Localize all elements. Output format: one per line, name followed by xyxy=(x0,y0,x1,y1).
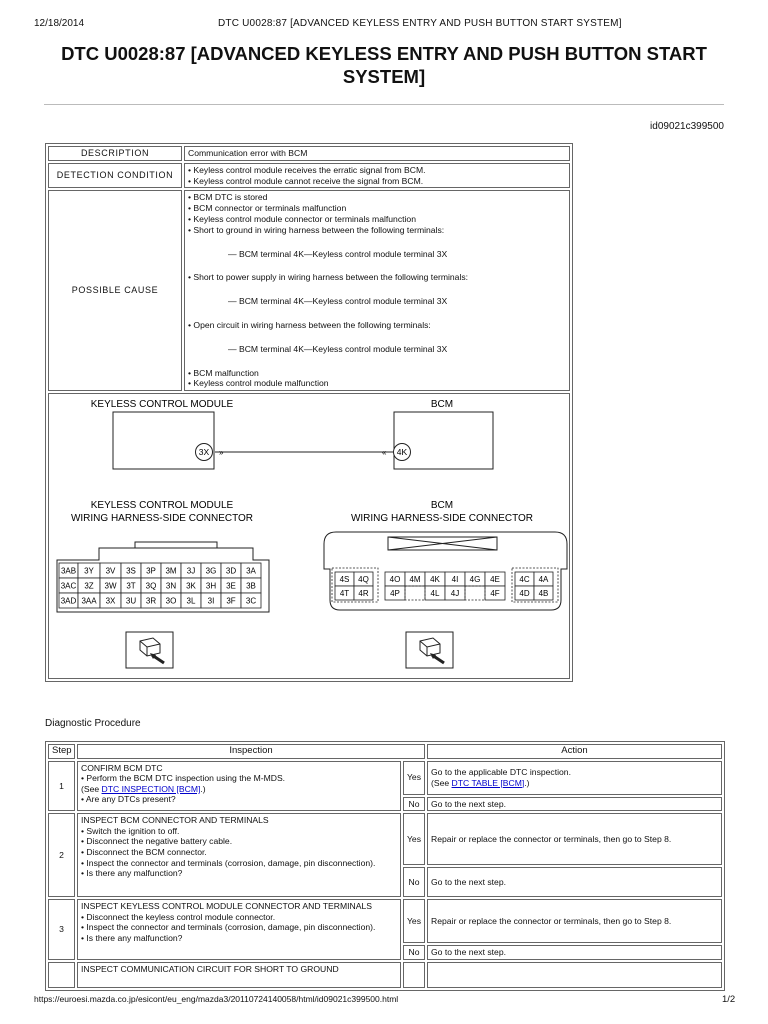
terminal-3q-label: 3Q xyxy=(145,581,157,591)
harness-view-icon-left xyxy=(126,632,173,668)
wiring-diagram-cell xyxy=(48,393,570,679)
no-action: Go to the next step. xyxy=(427,797,722,812)
terminal-3n-label: 3N xyxy=(165,581,177,591)
terminal-3x-label: 3X xyxy=(105,596,116,606)
page-number: 1/2 xyxy=(722,994,736,1005)
title-divider xyxy=(44,104,724,105)
terminal-3s-label: 3S xyxy=(126,566,136,576)
diagram-row xyxy=(48,393,570,679)
print-header-title: DTC U0028:87 [ADVANCED KEYLESS ENTRY AND PUSH BUTTON START SYSTEM] xyxy=(218,18,622,29)
header-action: Action xyxy=(427,744,722,759)
terminal-4p-label: 4P xyxy=(390,589,400,599)
step-title: INSPECT BCM CONNECTOR AND TERMINALS xyxy=(81,815,269,826)
possible-cause-row xyxy=(48,190,570,391)
cause-sub-item: — BCM terminal 4K—Keyless control module terminal 3X xyxy=(228,343,448,354)
step-inspection xyxy=(77,761,401,812)
terminal-4r-label: 4R xyxy=(358,589,369,599)
detection-value xyxy=(184,163,570,189)
cause-sub-item: — BCM terminal 4K—Keyless control module terminal 3X xyxy=(228,248,448,259)
spacer xyxy=(188,355,566,368)
step-number xyxy=(48,962,75,989)
detection-item: • Keyless control module cannot receive the signal from BCM. xyxy=(188,175,424,186)
print-date: 12/18/2014 xyxy=(34,18,85,29)
diag-header-row xyxy=(48,744,722,759)
spacer xyxy=(188,331,566,344)
no-action: Go to the next step. xyxy=(427,945,722,960)
no-label: No xyxy=(403,797,425,812)
terminal-3aa-label: 3AA xyxy=(81,596,97,606)
step-title: INSPECT KEYLESS CONTROL MODULE CONNECTOR AND TERMINALS xyxy=(81,901,372,912)
possible-cause-label: POSSIBLE CAUSE xyxy=(48,190,182,391)
terminal-4e-label: 4E xyxy=(490,575,500,585)
step-line: • Perform the BCM DTC inspection using the M-MDS. xyxy=(81,773,286,784)
cause-sub-item: — BCM terminal 4K—Keyless control module terminal 3X xyxy=(228,296,448,307)
step-line: • Inspect the connector and terminals (corrosion, damage, pin disconnection). xyxy=(81,922,376,933)
yes-action: Repair or replace the connector or terminals, then go to Step 8. xyxy=(427,899,722,943)
cause-item: • Short to power supply in wiring harness between the following terminals: xyxy=(188,272,469,283)
terminal-4k-label: 4K xyxy=(430,575,440,585)
description-row xyxy=(48,146,570,161)
see-prefix: (See xyxy=(81,783,102,794)
step-line: • Switch the ignition to off. xyxy=(81,825,180,836)
table-row xyxy=(48,761,722,795)
terminal-4i-label: 4I xyxy=(451,575,459,585)
yes-label: Yes xyxy=(403,813,425,865)
terminal-3e-label: 3E xyxy=(226,581,236,591)
terminal-3d-label: 3D xyxy=(225,566,237,576)
spacer xyxy=(188,259,566,272)
terminal-4q-label: 4Q xyxy=(358,575,369,585)
right-connector-subtitle: WIRING HARNESS-SIDE CONNECTOR xyxy=(350,513,534,525)
step-number: 2 xyxy=(48,813,75,897)
terminal-4a-label: 4A xyxy=(538,575,549,585)
terminal-3i-label: 3I xyxy=(207,596,215,606)
terminal-3j-label: 3J xyxy=(186,566,196,576)
terminal-4j-label: 4J xyxy=(450,589,460,599)
step-inspection xyxy=(77,962,401,989)
spacer xyxy=(188,307,566,320)
left-connector-lock xyxy=(135,542,217,548)
spacer xyxy=(188,283,566,296)
right-module-title: BCM xyxy=(430,399,454,411)
terminal-3ac-label: 3AC xyxy=(60,581,77,591)
step-see-reference xyxy=(81,784,397,795)
terminal-3a-label: 3A xyxy=(246,566,256,576)
harness-view-icon-right xyxy=(406,632,453,668)
bcm-module-box xyxy=(394,412,493,469)
detection-item: • Keyless control module receives the erratic signal from BCM. xyxy=(188,164,426,175)
no-action: Go to the next step. xyxy=(427,867,722,897)
terminal-3x-label: 3X xyxy=(198,447,210,458)
description-label: DESCRIPTION xyxy=(48,146,182,161)
keyless-module-box xyxy=(113,412,214,469)
diagnostic-procedure-heading: Diagnostic Procedure xyxy=(45,718,141,729)
left-module-title: KEYLESS CONTROL MODULE xyxy=(90,399,234,411)
terminal-3f-label: 3F xyxy=(226,596,236,606)
terminal-3b-label: 3B xyxy=(246,581,256,591)
table-row xyxy=(48,899,722,943)
connector-mark-right: « xyxy=(382,448,387,458)
footer-url: https://euroesi.mazda.co.jp/esicont/eu_eng/mazda3/20110724140058/html/id09021c399500.html xyxy=(34,994,399,1004)
spacer xyxy=(188,236,566,249)
left-connector-subtitle: WIRING HARNESS-SIDE CONNECTOR xyxy=(70,513,254,525)
possible-cause-value xyxy=(184,190,570,391)
terminal-3y-label: 3Y xyxy=(84,566,94,576)
terminal-3m-label: 3M xyxy=(165,566,177,576)
empty-terminal-slot xyxy=(405,586,425,600)
terminal-3p-label: 3P xyxy=(146,566,156,576)
cause-item: • Keyless control module connector or terminals malfunction xyxy=(188,213,416,224)
step-number: 3 xyxy=(48,899,75,960)
terminal-4m-label: 4M xyxy=(409,575,421,585)
step-line: • Disconnect the negative battery cable. xyxy=(81,836,233,847)
terminal-3g-label: 3G xyxy=(205,566,217,576)
cause-item: • BCM DTC is stored xyxy=(188,192,268,203)
table-row xyxy=(48,813,722,865)
terminal-3o-label: 3O xyxy=(165,596,177,606)
description-value: Communication error with BCM xyxy=(184,146,570,161)
terminal-3ad-label: 3AD xyxy=(60,596,77,606)
cause-item: • Short to ground in wiring harness between the following terminals: xyxy=(188,224,445,235)
right-connector-title: BCM xyxy=(430,500,454,512)
yes-action xyxy=(427,962,722,989)
wiring-diagram xyxy=(49,394,569,678)
step-line: • Inspect the connector and terminals (corrosion, damage, pin disconnection). xyxy=(81,857,376,868)
cause-item: • Keyless control module malfunction xyxy=(188,378,329,389)
step-question: • Is there any malfunction? xyxy=(81,868,183,879)
empty-terminal-slot xyxy=(465,586,485,600)
terminal-4b-label: 4B xyxy=(538,589,549,599)
detection-row xyxy=(48,163,570,189)
dtc-info-table xyxy=(45,143,573,682)
action-text: Go to the applicable DTC inspection. xyxy=(431,767,571,777)
action-see-reference xyxy=(431,778,718,789)
terminal-4f-label: 4F xyxy=(490,589,500,599)
terminal-3t-label: 3T xyxy=(126,581,136,591)
cause-item: • BCM malfunction xyxy=(188,367,259,378)
no-label: No xyxy=(403,867,425,897)
yes-action: Repair or replace the connector or terminals, then go to Step 8. xyxy=(427,813,722,865)
terminal-4c-label: 4C xyxy=(519,575,530,585)
terminal-4o-label: 4O xyxy=(389,575,401,585)
terminal-3w-label: 3W xyxy=(104,581,117,591)
see-prefix: (See xyxy=(431,777,452,788)
dtc-table-bcm-link[interactable]: DTC TABLE [BCM] xyxy=(451,777,525,788)
terminal-4g-label: 4G xyxy=(469,575,481,585)
see-suffix: .) xyxy=(524,777,530,788)
terminal-3l-label: 3L xyxy=(186,596,196,606)
yes-action xyxy=(427,761,722,795)
terminal-4s-label: 4S xyxy=(339,575,350,585)
terminal-3z-label: 3Z xyxy=(84,581,94,591)
left-connector-terminals xyxy=(59,563,261,608)
table-row xyxy=(48,962,722,989)
yes-label xyxy=(403,962,425,989)
dtc-inspection-bcm-link[interactable]: DTC INSPECTION [BCM] xyxy=(101,783,201,794)
header-step: Step xyxy=(48,744,75,759)
cause-item: • BCM connector or terminals malfunction xyxy=(188,203,347,214)
spacer xyxy=(81,974,397,986)
step-inspection xyxy=(77,813,401,897)
diagnostic-table xyxy=(45,741,725,991)
yes-label: Yes xyxy=(403,761,425,795)
see-suffix: .) xyxy=(200,783,206,794)
terminal-3c-label: 3C xyxy=(245,596,257,606)
step-line: • Disconnect the BCM connector. xyxy=(81,846,207,857)
step-question: • Are any DTCs present? xyxy=(81,794,176,805)
page-title: DTC U0028:87 [ADVANCED KEYLESS ENTRY AND PUSH BUTTON START SYSTEM] xyxy=(61,43,707,87)
terminal-4t-label: 4T xyxy=(339,589,350,599)
terminal-3v-label: 3V xyxy=(105,566,116,576)
step-number: 1 xyxy=(48,761,75,812)
cause-item: • Open circuit in wiring harness between the following terminals: xyxy=(188,319,431,330)
no-label: No xyxy=(403,945,425,960)
header-inspection: Inspection xyxy=(77,744,425,759)
detection-label: DETECTION CONDITION xyxy=(48,163,182,189)
terminal-4l-label: 4L xyxy=(430,589,440,599)
document-id: id09021c399500 xyxy=(650,121,724,132)
step-title: INSPECT COMMUNICATION CIRCUIT FOR SHORT TO GROUND xyxy=(81,963,339,974)
yes-label: Yes xyxy=(403,899,425,943)
step-title: CONFIRM BCM DTC xyxy=(81,762,163,773)
left-connector-title: KEYLESS CONTROL MODULE xyxy=(90,500,234,512)
connector-mark-left: » xyxy=(219,448,224,458)
terminal-3h-label: 3H xyxy=(205,581,217,591)
terminal-3k-label: 3K xyxy=(186,581,196,591)
step-question: • Is there any malfunction? xyxy=(81,932,183,943)
terminal-4k-label: 4K xyxy=(396,447,408,458)
step-inspection xyxy=(77,899,401,960)
right-connector-terminals xyxy=(332,568,558,602)
terminal-3r-label: 3R xyxy=(145,596,157,606)
terminal-3u-label: 3U xyxy=(125,596,137,606)
terminal-4d-label: 4D xyxy=(519,589,530,599)
terminal-3ab-label: 3AB xyxy=(60,566,77,576)
step-line: • Disconnect the keyless control module connector. xyxy=(81,911,276,922)
